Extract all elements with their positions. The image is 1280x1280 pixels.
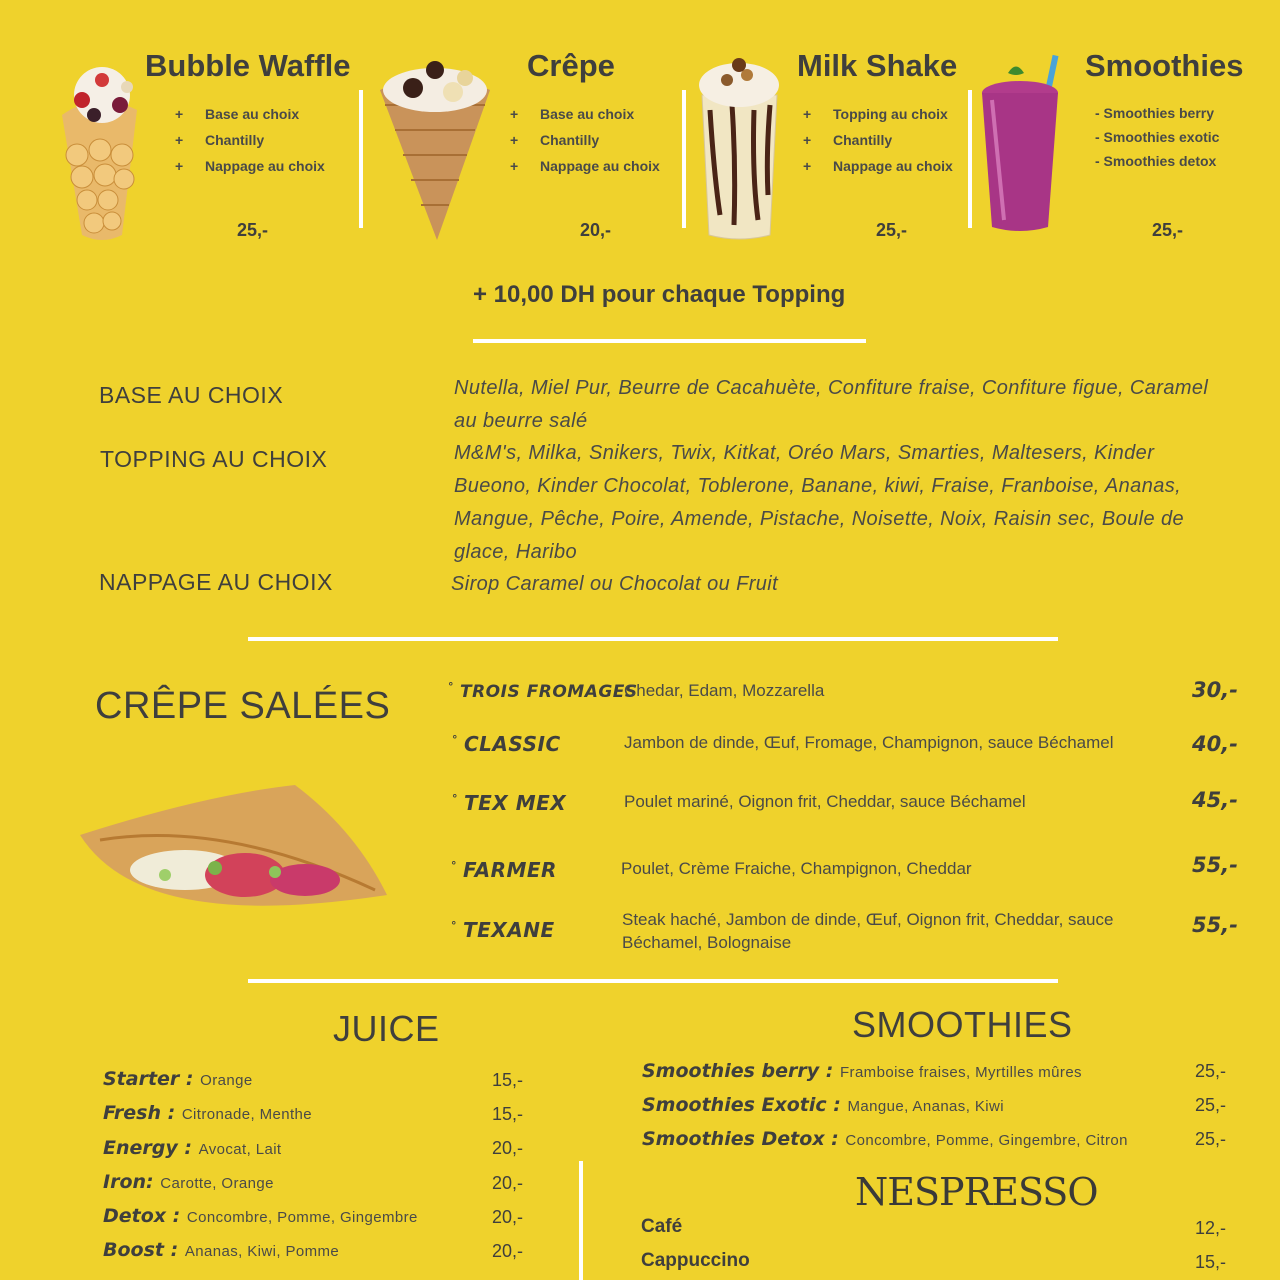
crepe-price: 45,- [1192, 788, 1238, 812]
juice-price: 20,- [492, 1241, 524, 1261]
coffee-price: 15,- [1195, 1252, 1227, 1272]
juice-price: 15,- [492, 1070, 524, 1090]
feature-item: + Chantilly [803, 132, 893, 148]
option-text: M&M's, Milka, Snikers, Twix, Kitkat, Oréo Mars, Smarties, Maltesers, Kinder Bueono, Kinder Chocolat, Toblerone, Banane, kiwi, Fraise, Franboise, Ananas, Mangue, Pêche, Poire, Amende, Pistache, Noisette, Noix, Raisin sec, Boule de glace, Haribo [454, 442, 1185, 563]
product-price: 25,- [876, 220, 908, 240]
crepe-name: TEX MEX [464, 791, 567, 815]
product-feature-list [175, 101, 325, 179]
divider [248, 637, 1058, 641]
feature-item: - Smoothies detox [1095, 153, 1217, 169]
crepe-row: ° CLASSIC [452, 732, 561, 756]
crepe-row: ° TEXANE [451, 918, 555, 942]
product-feature-list [1095, 101, 1219, 173]
feature-item: - Smoothies exotic [1095, 129, 1220, 145]
crepe-name: TEXANE [463, 918, 555, 942]
smoothie-item: Smoothies berry : Framboise fraises, Myrtilles mûres [642, 1060, 1082, 1082]
coffee-price: 12,- [1195, 1218, 1227, 1238]
feature-item: + Nappage au choix [510, 158, 660, 174]
feature-item: + Chantilly [175, 132, 265, 148]
coffee-name: Cappuccino [641, 1250, 750, 1271]
feature-item: + Base au choix [510, 106, 635, 122]
milkshake-icon [692, 55, 787, 240]
smoothie-price: 25,- [1195, 1129, 1227, 1149]
crepe-price: 55,- [1192, 913, 1238, 937]
section-title: JUICE [333, 1008, 440, 1049]
product-title: Crêpe [527, 48, 615, 83]
crepe-row: ° TROIS FROMAGES [448, 680, 638, 702]
option-label: NAPPAGE AU CHOIX [99, 569, 333, 595]
divider [968, 90, 972, 228]
crepe-description: Poulet mariné, Oignon frit, Cheddar, sauce Béchamel [624, 792, 1026, 811]
divider [359, 90, 363, 228]
topping-price-note: + 10,00 DH pour chaque Topping [473, 281, 846, 308]
product-title: Milk Shake [797, 48, 958, 83]
smoothie-price: 25,- [1195, 1061, 1227, 1081]
option-label: BASE AU CHOIX [99, 382, 284, 408]
juice-price: 20,- [492, 1207, 524, 1227]
juice-item: Iron: Carotte, Orange [103, 1171, 274, 1193]
product-title: Bubble Waffle [145, 48, 351, 83]
section-title: SMOOTHIES [852, 1004, 1073, 1045]
juice-item: Boost : Ananas, Kiwi, Pomme [103, 1239, 340, 1261]
product-feature-list [803, 101, 953, 179]
juice-item: Starter : Orange [103, 1068, 253, 1090]
crepe-name: CLASSIC [464, 732, 561, 756]
option-label: TOPPING AU CHOIX [100, 446, 328, 472]
feature-item: + Chantilly [510, 132, 600, 148]
option-text: Sirop Caramel ou Chocolat ou Fruit [451, 573, 779, 595]
product-price: 25,- [237, 220, 269, 240]
crepe-description: Jambon de dinde, Œuf, Fromage, Champignon, sauce Béchamel [624, 733, 1114, 752]
crepe-description: Chedar, Edam, Mozzarella [624, 681, 825, 700]
savory-crepe-icon [75, 780, 395, 920]
feature-item: + Topping au choix [803, 106, 948, 122]
feature-item: + Nappage au choix [803, 158, 953, 174]
coffee-name: Café [641, 1216, 683, 1237]
smoothie-item: Smoothies Exotic : Mangue, Ananas, Kiwi [642, 1094, 1004, 1116]
product-price: 25,- [1152, 220, 1184, 240]
option-text: Nutella, Miel Pur, Beurre de Cacahuète, Confiture fraise, Confiture figue, Caramel au beurre salé [454, 377, 1209, 432]
crepe-description: Poulet, Crème Fraiche, Champignon, Cheddar [621, 859, 972, 878]
crepe-price: 55,- [1192, 853, 1238, 877]
crepe-name: FARMER [463, 858, 557, 882]
crepe-price: 40,- [1192, 732, 1238, 756]
divider [248, 979, 1058, 983]
product-title: Smoothies [1085, 48, 1244, 83]
nespresso-logo: NESPRESSO [855, 1170, 1098, 1214]
juice-price: 20,- [492, 1173, 524, 1193]
feature-item: + Base au choix [175, 106, 300, 122]
smoothie-price: 25,- [1195, 1095, 1227, 1115]
section-title: CRÊPE SALÉES [95, 685, 391, 727]
product-feature-list [510, 101, 660, 179]
divider [473, 339, 866, 343]
smoothie-item: Smoothies Detox : Concombre, Pomme, Gingembre, Citron [642, 1128, 1128, 1150]
juice-item: Fresh : Citronade, Menthe [103, 1102, 313, 1124]
crepe-row: ° TEX MEX [452, 791, 567, 815]
product-price: 20,- [580, 220, 612, 240]
juice-price: 15,- [492, 1104, 524, 1124]
feature-item: + Nappage au choix [175, 158, 325, 174]
juice-item: Detox : Concombre, Pomme, Gingembre [103, 1205, 418, 1227]
divider [579, 1161, 583, 1280]
crepe-cone-icon [375, 50, 495, 245]
smoothie-cup-icon [978, 55, 1068, 235]
divider [682, 90, 686, 228]
crepe-name: TROIS FROMAGES [460, 681, 638, 702]
crepe-row: ° FARMER [451, 858, 557, 882]
feature-item: - Smoothies berry [1095, 105, 1215, 121]
crepe-price: 30,- [1192, 678, 1238, 702]
crepe-description: Steak haché, Jambon de dinde, Œuf, Oignon frit, Cheddar, sauce Béchamel, Bolognaise [622, 910, 1114, 952]
juice-item: Energy : Avocat, Lait [103, 1137, 282, 1159]
bubble-waffle-icon [42, 55, 152, 245]
juice-price: 20,- [492, 1138, 524, 1158]
